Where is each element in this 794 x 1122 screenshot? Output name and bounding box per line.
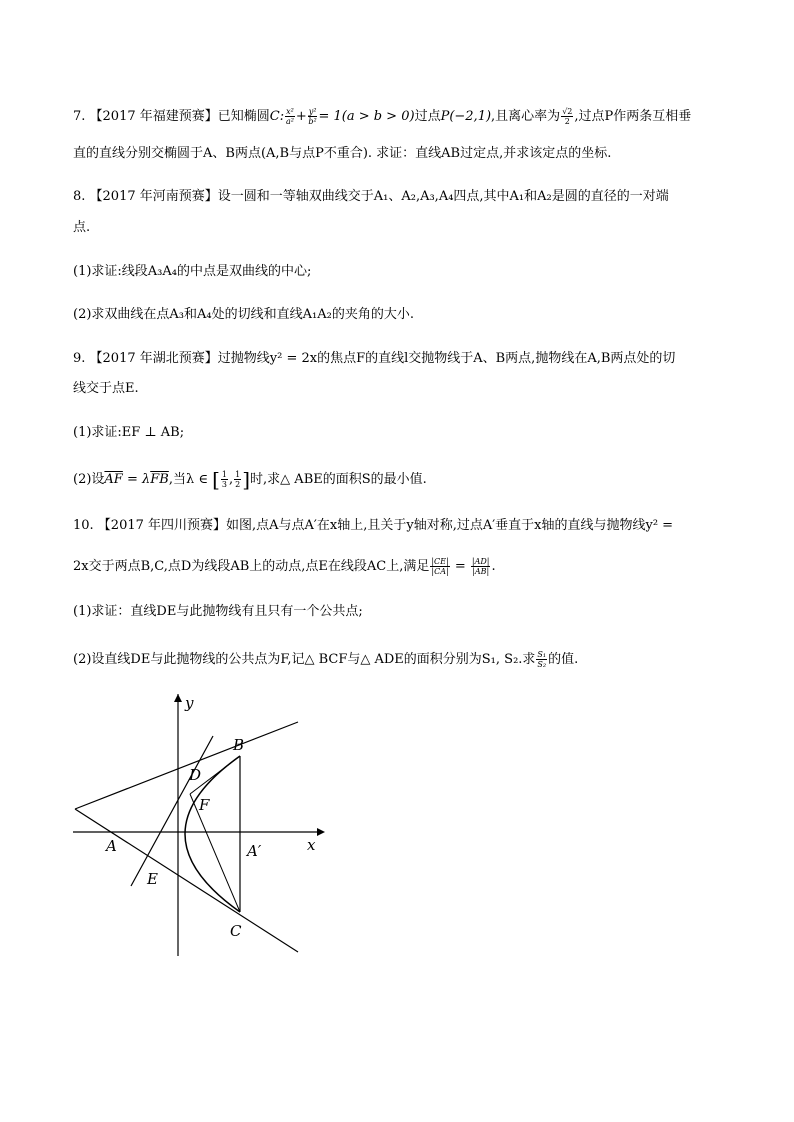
p9-sub2: (2)设$\overline{AF} = \lambda\overline{FB}$,当λ ∈ [ $\frac{1}{3}$ , $\frac{1}{2}$ ]时,求△ ABE的面积S的最小值. (73, 467, 427, 492)
p9-line1: 9. 【2017 年湖北预赛】过抛物线y² = 2x的焦点F的直线l交抛物线于A、B两点,抛物线在A,B两点处的切 (73, 351, 676, 366)
p7-ecc-den: 2 (564, 117, 570, 126)
p7-point: P(−2,1) (440, 109, 492, 124)
p10-sub1: (1)求证：直线DE与此抛物线有且只有一个公共点; (73, 604, 363, 619)
label-d: D (189, 766, 202, 784)
p7-frac1-num: x² (286, 107, 294, 116)
x-axis-arrow (317, 828, 325, 836)
p7-text-b: 过点 (414, 109, 441, 124)
p7-c-label: C: (269, 109, 285, 124)
p9-int-b-den: 2 (235, 480, 241, 489)
p10-sub2 (73, 650, 578, 669)
p10-ratio-ce-ca (430, 557, 449, 576)
p10-line2-a: 2x交于两点B,C,点D为线段AB上的动点,点E在线段AC上,满足 (73, 559, 430, 574)
p7-frac2 (308, 107, 318, 126)
p7-frac2-den: b² (308, 117, 317, 126)
label-x: x (307, 836, 316, 854)
label-a: A (106, 837, 117, 855)
p10-r2-num: |AD| (471, 557, 490, 566)
label-f: F (199, 796, 210, 814)
p9-int-b (234, 470, 241, 489)
p8-line1: 8. 【2017 年河南预赛】设一圆和一等轴双曲线交于A₁、A₂,A₃,A₄四点,其中A₁和A₂是圆的直径的一对端 (73, 189, 669, 204)
p9-sub2-a: (2)设 (73, 472, 105, 487)
p10-r1-num: |CE| (431, 557, 449, 566)
line-fc (190, 794, 240, 912)
p10-sub2-b: 的值. (548, 652, 579, 667)
p7-ecc-num: √2 (562, 107, 573, 116)
p7-eq: = 1(a > b > 0) (318, 109, 415, 124)
p7-frac2-num: y² (308, 107, 317, 116)
p8-sub1: (1)求证:线段A₃A₄的中点是双曲线的中心; (73, 264, 312, 279)
p10-s-num: S₁ (537, 650, 547, 659)
p7-line2: 直的直线分别交椭圆于A、B两点(A,B与点P不重合). 求证：直线AB过定点,并求该定点的坐标. (73, 146, 612, 161)
p10-r2-den: |AB| (472, 567, 490, 576)
line-ac (75, 809, 298, 952)
p10-ratio-ad-ab (471, 557, 491, 576)
p9-sub2-d: 时,求△ ABE的面积S的最小值. (250, 472, 427, 487)
p7-text-c: ,且离心率为 (491, 109, 561, 124)
p9-vector-af: $\overline{AF}$ (104, 472, 123, 487)
p9-int-a-num: 1 (221, 470, 227, 479)
p9-left-bracket: [ (212, 467, 220, 492)
p8-line2: 点. (73, 220, 91, 235)
p10-line1: 10. 【2017 年四川预赛】如图,点A与点A′在x轴上,且关于y轴对称,过点A′垂直于x轴的直线与抛物线y² = (73, 518, 674, 533)
p9-sub2-b: = λ (122, 472, 151, 487)
y-axis-arrow (174, 694, 182, 702)
p9-int-a-den: 3 (221, 480, 227, 489)
p7-line1 (73, 107, 691, 126)
p9-vector-fb: $\overline{FB}$ (150, 472, 169, 487)
label-e: E (147, 870, 158, 888)
line-ab (75, 722, 298, 809)
label-b: B (233, 736, 245, 754)
p9-right-bracket: ] (242, 467, 251, 492)
p10-eqs: = (450, 559, 470, 574)
p9-int-b-num: 1 (235, 470, 241, 479)
p10-s-ratio (536, 650, 547, 669)
p7-text-d: ,过点P作两条互相垂 (574, 109, 692, 124)
p9-line2: 线交于点E. (73, 381, 139, 396)
p8-sub2: (2)求双曲线在点A₃和A₄处的切线和直线A₁A₂的夹角的大小. (73, 307, 414, 322)
parabola-figure (73, 694, 333, 956)
p7-ecc (561, 107, 573, 126)
p9-int-a (221, 470, 228, 489)
label-y: y (185, 694, 194, 712)
label-a-prime: A′ (247, 842, 262, 860)
p7-text-a: 7. 【2017 年福建预赛】已知椭圆 (73, 109, 270, 124)
p7-frac1-den: a² (285, 117, 294, 126)
p9-sub2-c: ,当λ ∈ (168, 472, 213, 487)
label-c: C (230, 922, 242, 940)
p10-sub2-a: (2)设直线DE与此抛物线的公共点为F,记△ BCF与△ ADE的面积分别为S₁, S₂.求 (73, 652, 536, 667)
p10-line2 (73, 557, 496, 576)
p9-sub1: (1)求证:EF ⊥ AB; (73, 425, 185, 440)
p7-plus: + (295, 109, 307, 124)
p10-r1-den: |CA| (431, 567, 449, 576)
p10-s-den: S₂ (537, 660, 547, 669)
p7-frac1 (285, 107, 295, 126)
p10-line2-b: . (491, 559, 496, 574)
